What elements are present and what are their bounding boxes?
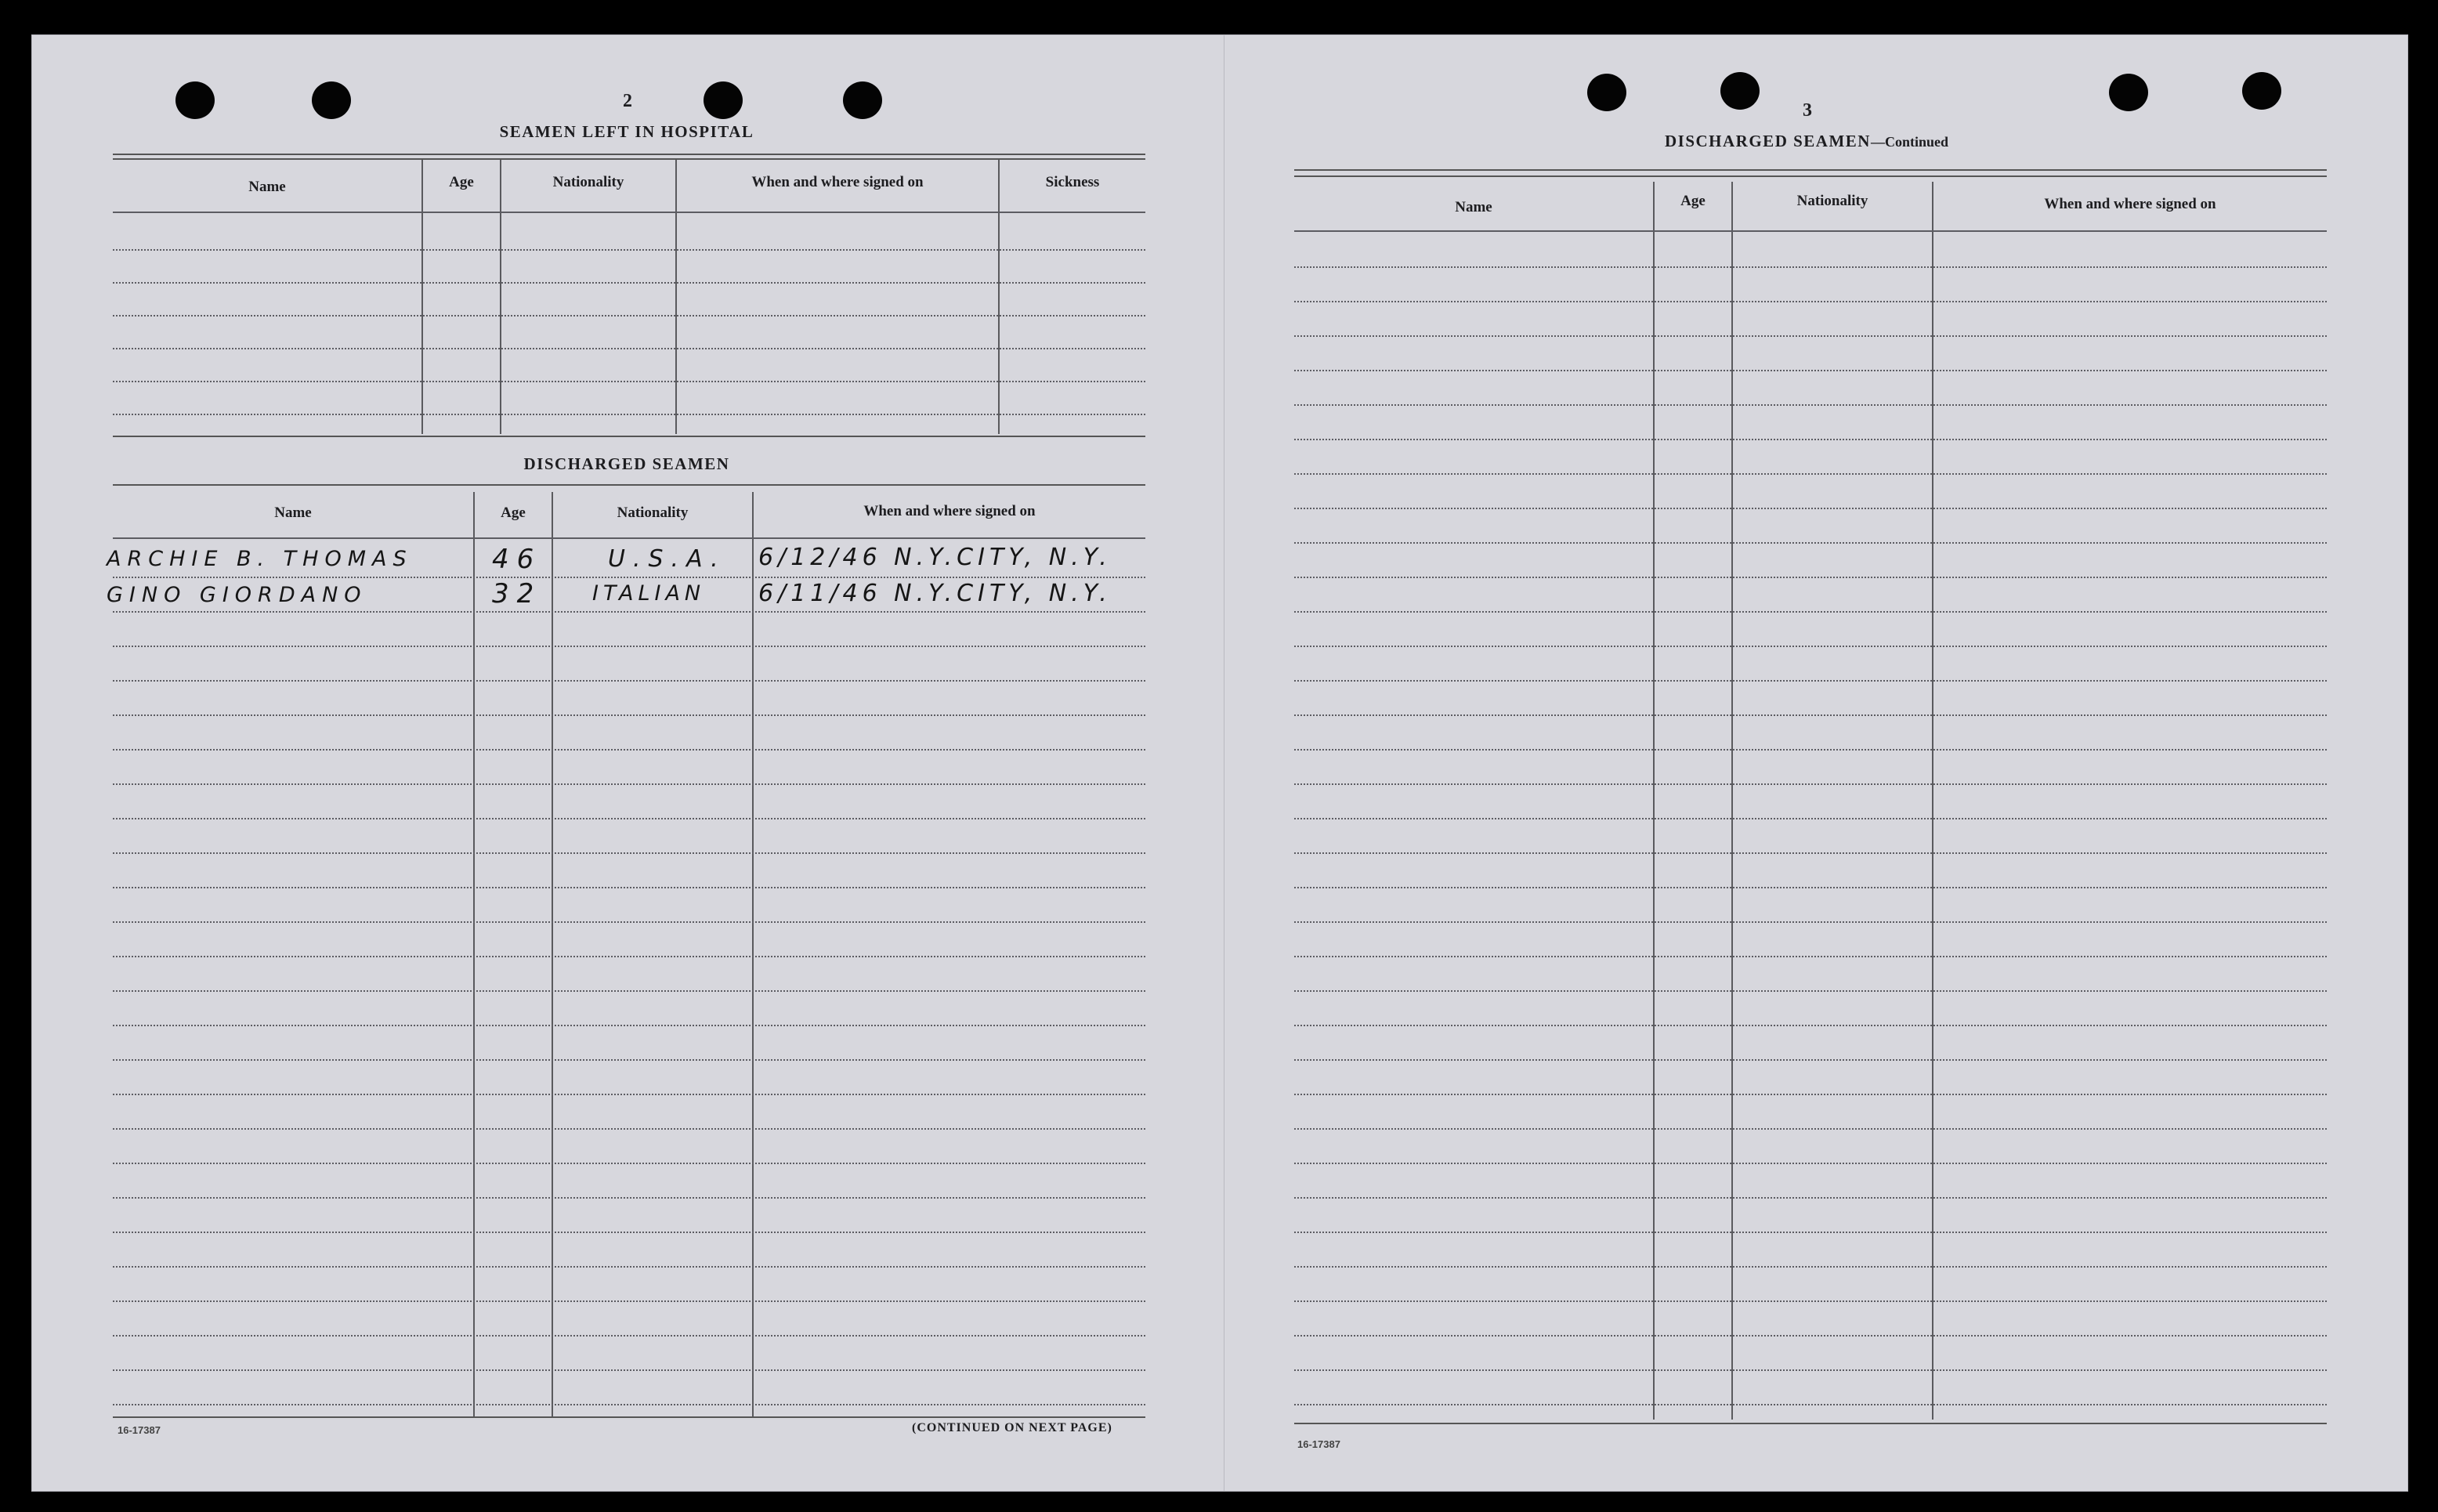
seaman-signed-on: 6/12/46 N.Y.CITY, N.Y. bbox=[758, 544, 1112, 571]
row-rule bbox=[1294, 749, 2327, 751]
column-divider bbox=[998, 160, 1000, 434]
row-rule bbox=[1294, 1197, 2327, 1199]
col-header-name: Name bbox=[248, 179, 286, 195]
row-rule bbox=[113, 577, 1145, 578]
bottom-rule bbox=[113, 1416, 1145, 1418]
title-continued: —Continued bbox=[1870, 134, 1948, 150]
row-rule bbox=[1294, 370, 2327, 371]
row-rule bbox=[1294, 1059, 2327, 1061]
row-rule bbox=[1294, 473, 2327, 475]
row-rule bbox=[1294, 301, 2327, 302]
col-header-nationality: Nationality bbox=[552, 174, 624, 190]
col-header-sickness: Sickness bbox=[1045, 174, 1100, 190]
row-rule bbox=[1294, 921, 2327, 923]
col-header-name: Name bbox=[274, 505, 312, 521]
punch-hole bbox=[2109, 74, 2148, 111]
col-header-signed-on: When and where signed on bbox=[863, 503, 1036, 519]
row-rule bbox=[113, 348, 1145, 349]
column-divider bbox=[421, 160, 423, 434]
form-number: 16-17387 bbox=[1297, 1438, 1340, 1450]
row-rule bbox=[113, 1163, 1145, 1164]
row-rule bbox=[113, 1369, 1145, 1371]
row-rule bbox=[1294, 1094, 2327, 1095]
bottom-rule bbox=[113, 436, 1145, 437]
punch-hole bbox=[1587, 74, 1626, 111]
top-rule bbox=[1294, 169, 2327, 171]
punch-hole bbox=[175, 81, 215, 119]
row-rule bbox=[113, 956, 1145, 957]
column-divider bbox=[473, 492, 475, 1416]
discharged-continued-title bbox=[1619, 132, 1995, 151]
row-rule bbox=[1294, 1369, 2327, 1371]
discharged-section-title: DISCHARGED SEAMEN bbox=[523, 454, 730, 473]
row-rule bbox=[1294, 646, 2327, 647]
column-divider bbox=[1731, 182, 1733, 1420]
row-rule bbox=[1294, 335, 2327, 337]
row-rule bbox=[1294, 1266, 2327, 1268]
right-page bbox=[1224, 34, 2408, 1492]
row-rule bbox=[1294, 404, 2327, 406]
col-header-nationality: Nationality bbox=[1796, 193, 1868, 209]
row-rule bbox=[1294, 508, 2327, 509]
row-rule bbox=[113, 1335, 1145, 1337]
row-rule bbox=[113, 1266, 1145, 1268]
row-rule bbox=[113, 1094, 1145, 1095]
row-rule bbox=[1294, 1025, 2327, 1026]
row-rule bbox=[1294, 887, 2327, 888]
col-header-signed-on: When and where signed on bbox=[751, 174, 924, 190]
top-rule bbox=[113, 154, 1145, 155]
row-rule bbox=[113, 818, 1145, 819]
row-rule bbox=[1294, 1335, 2327, 1337]
title-text: DISCHARGED SEAMEN bbox=[1665, 132, 1871, 150]
row-rule bbox=[113, 381, 1145, 382]
seaman-age: 46 bbox=[492, 544, 542, 575]
left-page bbox=[31, 34, 1225, 1492]
row-rule bbox=[113, 1300, 1145, 1302]
col-header-signed-on: When and where signed on bbox=[2044, 196, 2216, 212]
punch-hole bbox=[312, 81, 351, 119]
row-rule bbox=[113, 315, 1145, 317]
hospital-section-title: SEAMEN LEFT IN HOSPITAL bbox=[499, 122, 754, 141]
row-rule bbox=[1294, 783, 2327, 785]
row-rule bbox=[1294, 266, 2327, 268]
row-rule bbox=[113, 414, 1145, 415]
col-header-nationality: Nationality bbox=[617, 505, 689, 521]
row-rule bbox=[1294, 1404, 2327, 1405]
row-rule bbox=[113, 1232, 1145, 1233]
row-rule bbox=[113, 1025, 1145, 1026]
top-rule bbox=[1294, 175, 2327, 177]
col-header-age: Age bbox=[1680, 193, 1706, 209]
continued-note: (CONTINUED ON NEXT PAGE) bbox=[912, 1421, 1112, 1434]
punch-hole bbox=[704, 81, 743, 119]
row-rule bbox=[113, 680, 1145, 682]
row-rule bbox=[1294, 714, 2327, 716]
form-number: 16-17387 bbox=[118, 1424, 161, 1436]
row-rule bbox=[1294, 1128, 2327, 1130]
column-divider bbox=[1653, 182, 1655, 1420]
seaman-signed-on: 6/11/46 N.Y.CITY, N.Y. bbox=[758, 580, 1112, 607]
row-rule bbox=[113, 249, 1145, 251]
header-rule bbox=[113, 537, 1145, 539]
row-rule bbox=[1294, 818, 2327, 819]
punch-hole bbox=[1720, 72, 1760, 110]
row-rule bbox=[113, 783, 1145, 785]
row-rule bbox=[1294, 680, 2327, 682]
column-divider bbox=[675, 160, 677, 434]
punch-hole bbox=[2242, 72, 2281, 110]
col-header-age: Age bbox=[449, 174, 474, 190]
seaman-nationality: ITALIAN bbox=[592, 581, 706, 606]
column-divider bbox=[1932, 182, 1933, 1420]
row-rule bbox=[113, 1197, 1145, 1199]
row-rule bbox=[113, 887, 1145, 888]
row-rule bbox=[1294, 956, 2327, 957]
col-header-name: Name bbox=[1455, 199, 1492, 215]
column-divider bbox=[500, 160, 501, 434]
row-rule bbox=[113, 921, 1145, 923]
row-rule bbox=[113, 611, 1145, 613]
row-rule bbox=[1294, 611, 2327, 613]
seaman-name: GINO GIORDANO bbox=[107, 583, 367, 607]
top-rule bbox=[113, 484, 1145, 486]
row-rule bbox=[1294, 1163, 2327, 1164]
top-rule bbox=[113, 158, 1145, 160]
seaman-nationality: U.S.A. bbox=[608, 545, 726, 573]
row-rule bbox=[1294, 577, 2327, 578]
row-rule bbox=[113, 1128, 1145, 1130]
page-number: 2 bbox=[623, 91, 632, 111]
page-number: 3 bbox=[1803, 100, 1812, 121]
row-rule bbox=[1294, 542, 2327, 544]
seaman-age: 32 bbox=[492, 578, 542, 610]
punch-hole bbox=[843, 81, 882, 119]
seaman-name: ARCHIE B. THOMAS bbox=[107, 547, 413, 571]
row-rule bbox=[1294, 852, 2327, 854]
row-rule bbox=[113, 1404, 1145, 1405]
col-header-age: Age bbox=[501, 505, 526, 521]
row-rule bbox=[1294, 1232, 2327, 1233]
row-rule bbox=[1294, 990, 2327, 992]
row-rule bbox=[113, 852, 1145, 854]
column-divider bbox=[552, 492, 553, 1416]
row-rule bbox=[113, 646, 1145, 647]
row-rule bbox=[1294, 439, 2327, 440]
row-rule bbox=[113, 749, 1145, 751]
header-rule bbox=[1294, 230, 2327, 232]
row-rule bbox=[113, 282, 1145, 284]
column-divider bbox=[752, 492, 754, 1416]
row-rule bbox=[113, 1059, 1145, 1061]
row-rule bbox=[1294, 1300, 2327, 1302]
header-rule bbox=[113, 212, 1145, 213]
row-rule bbox=[113, 714, 1145, 716]
row-rule bbox=[113, 990, 1145, 992]
bottom-rule bbox=[1294, 1423, 2327, 1424]
